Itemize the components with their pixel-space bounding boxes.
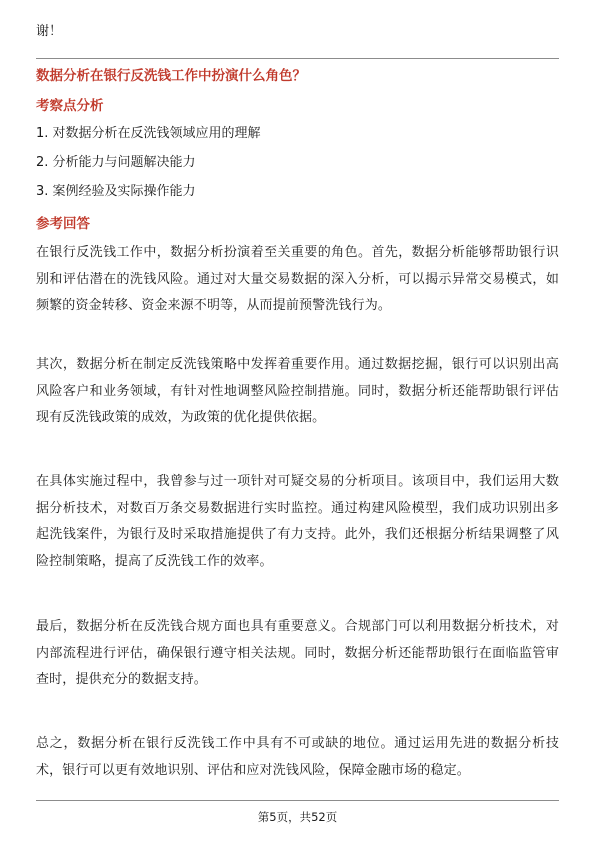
list-item: 2. 分析能力与问题解决能力 [36, 155, 196, 170]
bottom-divider [36, 800, 559, 801]
points-list [36, 124, 261, 211]
page-number: 第5页，共52页 [257, 810, 338, 824]
answer-paragraph: 最后，数据分析在反洗钱合规方面也具有重要意义。合规部门可以利用数据分析技术，对内部流程进行评估，确保银行遵守相关法规。同时，数据分析还能帮助银行在面临监管审查时，提供充分的数据支持。 [36, 619, 559, 687]
points-heading: 考察点分析 [36, 98, 104, 114]
list-item: 3. 案例经验及实际操作能力 [36, 184, 196, 199]
answer-heading: 参考回答 [36, 216, 90, 232]
question-heading: 数据分析在银行反洗钱工作中扮演什么角色？ [36, 68, 306, 84]
list-item: 1. 对数据分析在反洗钱领域应用的理解 [36, 126, 261, 141]
answer-paragraph: 在银行反洗钱工作中，数据分析扮演着至关重要的角色。首先，数据分析能够帮助银行识别和评估潜在的洗钱风险。通过对大量交易数据的深入分析，可以揭示异常交易模式，如频繁的资金转移、资金来源不明等，从而提前预警洗钱行为。 [36, 245, 559, 313]
answer-paragraph: 其次，数据分析在制定反洗钱策略中发挥着重要作用。通过数据挖掘，银行可以识别出高风险客户和业务领域，有针对性地调整风险控制措施。同时，数据分析还能帮助银行评估现有反洗钱政策的成效，为政策的优化提供依据。 [36, 357, 559, 425]
previous-answer-tail: 谢！ [36, 24, 63, 39]
top-divider [36, 58, 559, 59]
answer-paragraph: 在具体实施过程中，我曾参与过一项针对可疑交易的分析项目。该项目中，我们运用大数据分析技术，对数百万条交易数据进行实时监控。通过构建风险模型，我们成功识别出多起洗钱案件，为银行及时采取措施提供了有力支持。此外，我们还根据分析结果调整了风险控制策略，提高了反洗钱工作的效率。 [36, 474, 559, 569]
document-page [36, 0, 559, 842]
answer-paragraph: 总之，数据分析在银行反洗钱工作中具有不可或缺的地位。通过运用先进的数据分析技术，银行可以更有效地识别、评估和应对洗钱风险，保障金融市场的稳定。 [36, 736, 559, 778]
